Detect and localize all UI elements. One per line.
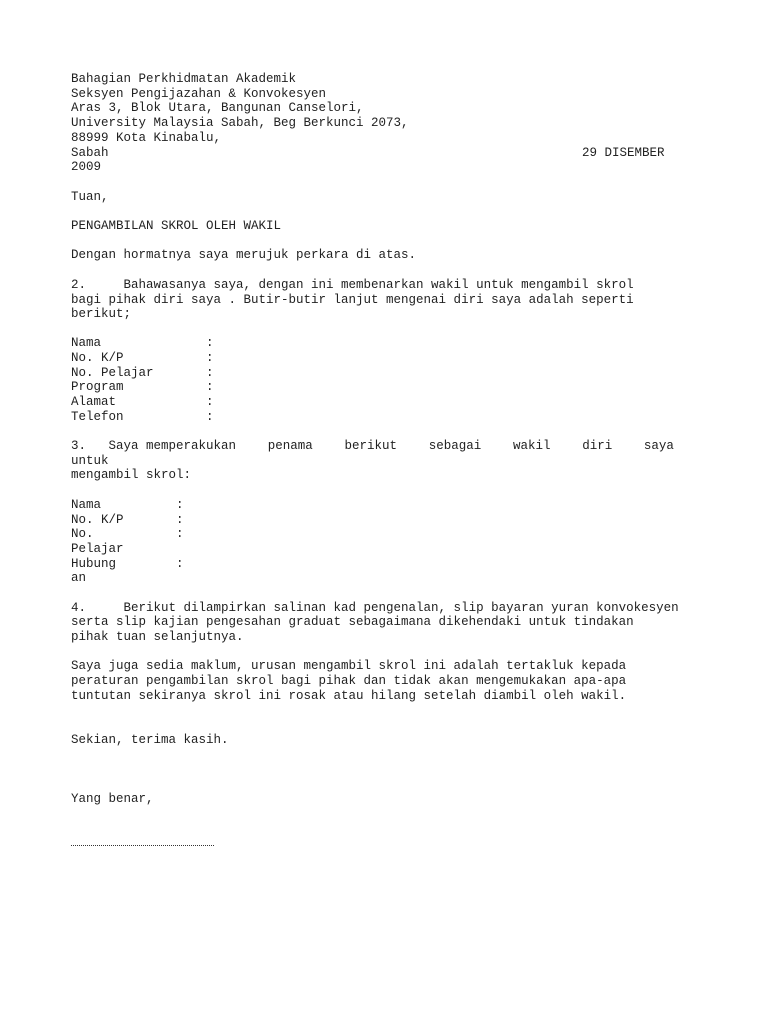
rep-field-student-no-cont: Pelajar [71,542,124,556]
para3-line-3: mengambil skrol: [71,468,192,482]
rep-field-ic: No. K/P : [71,513,184,527]
address-line-4: University Malaysia Sabah, Beg Berkunci 2073, [71,116,409,130]
address-line-6: Sabah [71,146,109,160]
para3-word: diri [582,439,613,453]
applicant-field-program: Program : [71,380,214,394]
para5-line-1: Saya juga sedia maklum, urusan mengambil skrol ini adalah tertakluk kepada [71,659,627,673]
applicant-field-name: Nama : [71,336,214,350]
intro-paragraph: Dengan hormatnya saya merujuk perkara di atas. [71,248,417,262]
address-line-1: Bahagian Perkhidmatan Akademik [71,72,297,86]
applicant-field-phone: Telefon : [71,410,214,424]
para3-line-2: untuk [71,454,109,468]
address-line-3: Aras 3, Blok Utara, Bangunan Canselori, [71,101,364,115]
para2-line-3: berikut; [71,307,132,321]
para3-word: penama [267,439,313,453]
para2-line-1: 2. Bahawasanya saya, dengan ini membenarkan wakil untuk mengambil skrol [71,278,634,292]
salutation: Tuan, [71,190,109,204]
para3-word: wakil [512,439,551,453]
closing-text: Sekian, terima kasih. [71,733,229,747]
signoff-text: Yang benar, [71,792,154,806]
para5-line-3: tuntutan sekiranya skrol ini rosak atau hilang setelah diambil oleh wakil. [71,689,627,703]
rep-field-student-no: No. : [71,527,184,541]
para5-line-2: peraturan pengambilan skrol bagi pihak dan tidak akan mengemukakan apa-apa [71,674,627,688]
signature-line [71,845,214,846]
applicant-field-ic: No. K/P : [71,351,214,365]
para3-word: berikut [344,439,397,453]
para4-line-2: serta slip kajian pengesahan graduat sebagaimana dikehendaki untuk tindakan [71,615,634,629]
para3-word: sebagai [428,439,482,453]
applicant-field-address: Alamat : [71,395,214,409]
subject-heading: PENGAMBILAN SKROL OLEH WAKIL [71,219,282,233]
para3-line-1 [71,439,674,454]
rep-field-name: Nama : [71,498,184,512]
para4-line-1: 4. Berikut dilampirkan salinan kad pengenalan, slip bayaran yuran konvokesyen [71,601,679,615]
date-part-2: 2009 [71,160,102,174]
para4-line-3: pihak tuan selanjutnya. [71,630,244,644]
rep-field-relationship-cont: an [71,571,87,585]
rep-field-relationship: Hubung : [71,557,184,571]
para2-line-2: bagi pihak diri saya . Butir-butir lanjut mengenai diri saya adalah seperti [71,293,634,307]
date-part-1: 29 DISEMBER [582,146,665,160]
address-line-5: 88999 Kota Kinabalu, [71,131,222,145]
address-line-2: Seksyen Pengijazahan & Konvokesyen [71,87,327,101]
para3-word: 3. Saya memperakukan [71,439,237,453]
applicant-field-student-no: No. Pelajar : [71,366,214,380]
para3-word: saya [643,439,674,453]
